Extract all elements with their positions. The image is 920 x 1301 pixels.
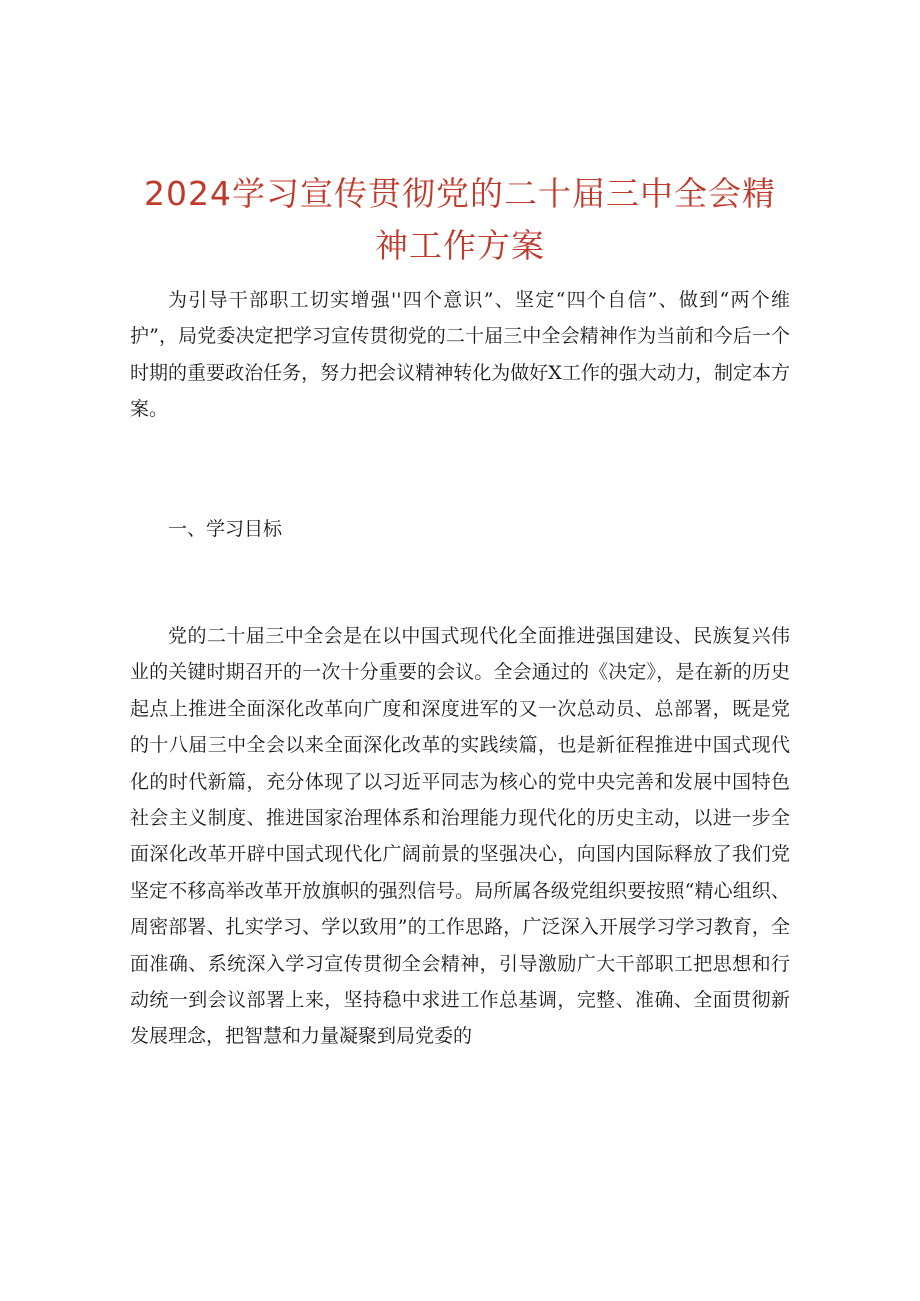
section-heading-learning-goals: 一、学习目标 [168, 518, 283, 540]
section1-paragraph: 党的二十届三中全会是在以中国式现代化全面推进强国建设、民族复兴伟业的关键时期召开的一次十分重要的会议。全会通过的《决定》，是在新的历史起点上推进全面深化改革向广度和深度进军的又一次总动员、总部署，既是党的十八届三中全会以来全面深化改革的实践续篇，也是新征程推进中国式现代化的时代新篇，充分体现了以习近平同志为核心的党中央完善和发展中国特色社会主义制度、推进国家治理体系和治理能力现代化的历史主动，以进一步全面深化改革开辟中国式现代化广阔前景的坚强决心，向国内国际释放了我们党坚定不移高举改革开放旗帜的强烈信号。局所属各级党组织要按照“精心组织、周密部署、扎实学习、学以致用”的工作思路，广泛深入开展学习学习教育，全面准确、系统深入学习宣传贯彻全会精神，引导激励广大干部职工把思想和行动统一到会议部署上来，坚持稳中求进工作总基调，完整、准确、全面贯彻新发展理念，把智慧和力量凝聚到局党委的 [130, 625, 790, 1048]
intro-paragraph: 为引导干部职工切实增强''四个意识”、坚定“四个自信”、做到“两个维护”，局党委决定把学习宣传贯彻党的二十届三中全会精神作为当前和今后一个时期的重要政治任务，努力把会议精神转化为做好X工作的强大动力，制定本方案。 [130, 289, 790, 421]
title-line-2: 神工作方案 [375, 226, 545, 266]
document-title [140, 168, 780, 272]
title-line-1: 2024学习宣传贯彻党的二十届三中全会精 [144, 174, 776, 214]
